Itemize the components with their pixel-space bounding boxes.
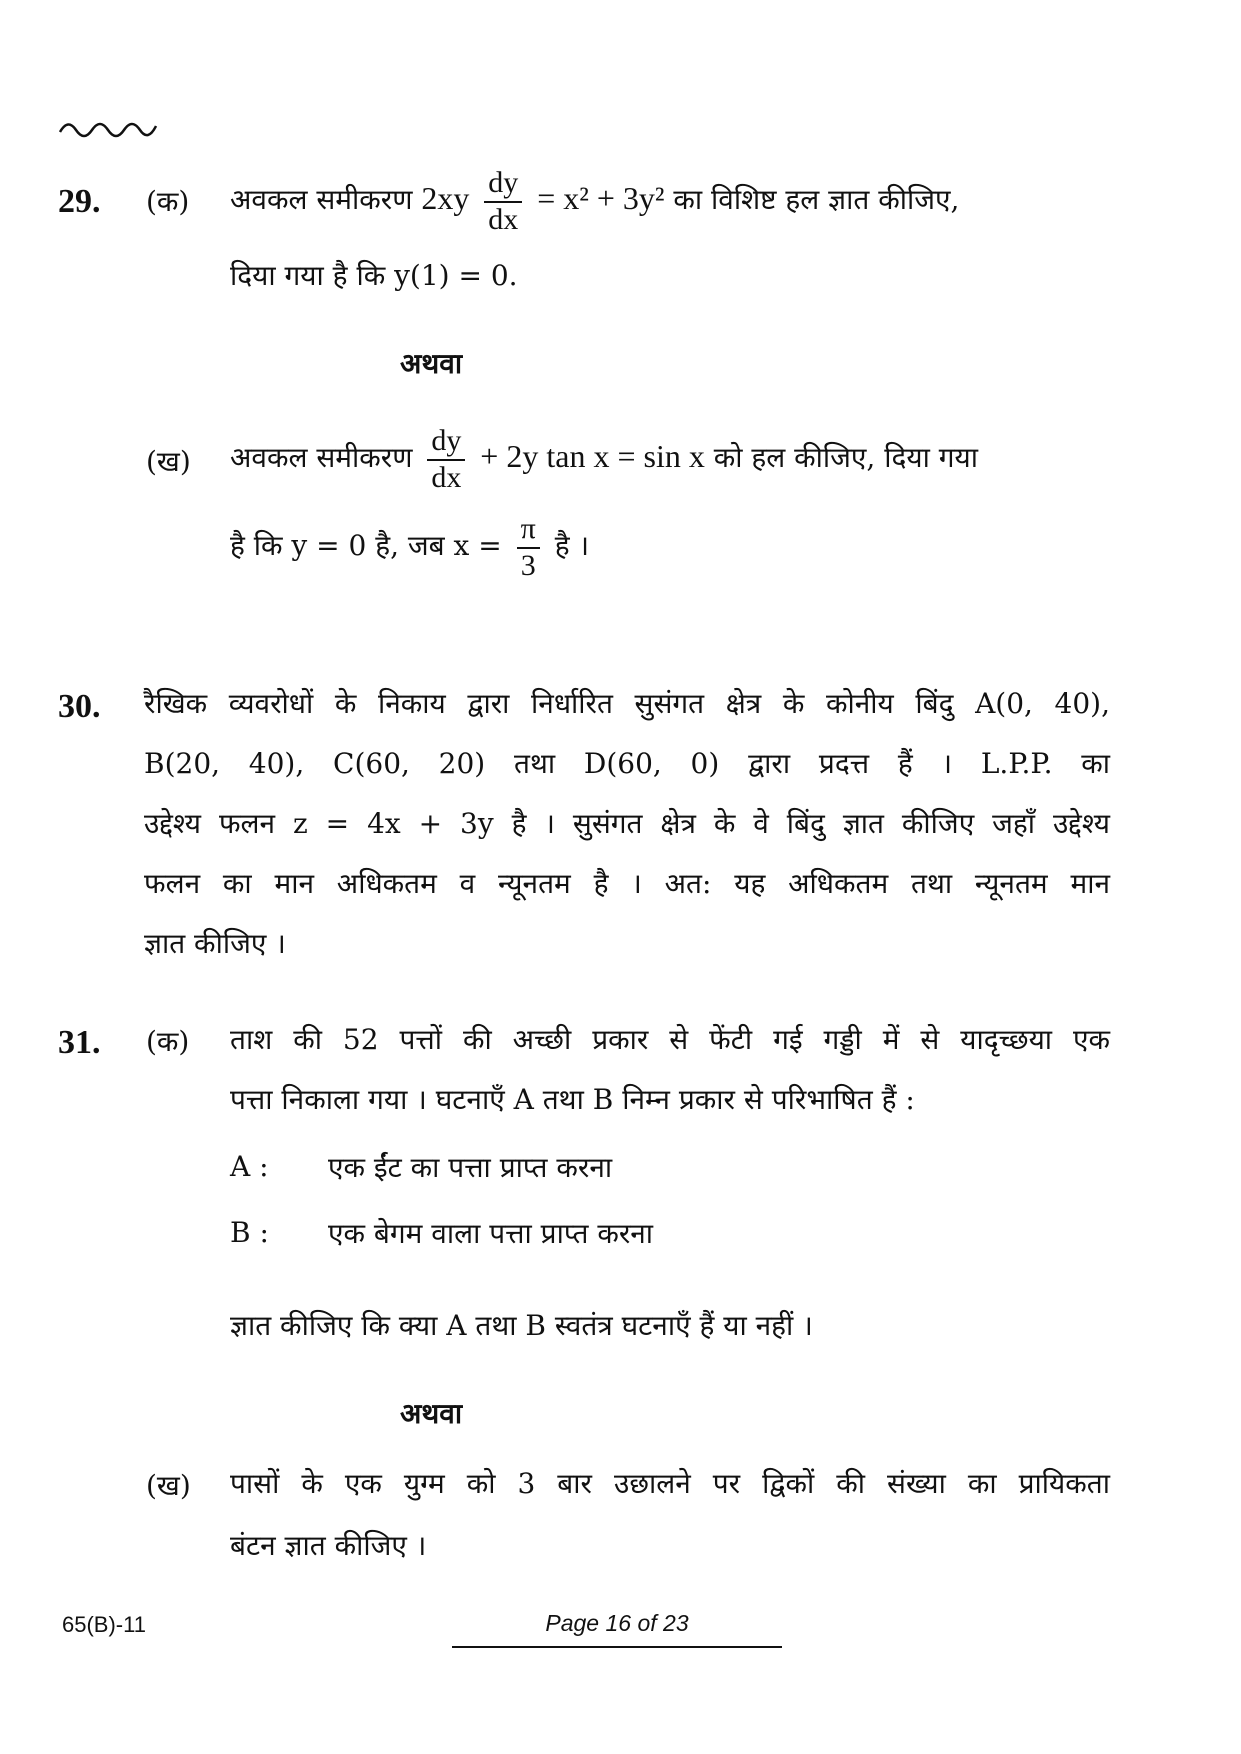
q29b-text-before: अवकल समीकरण <box>230 441 413 474</box>
q29b-line2 <box>230 512 589 583</box>
fraction-denominator: dx <box>431 460 462 494</box>
footer-divider <box>452 1646 782 1648</box>
q29a-text-after: का विशिष्ट हल ज्ञात कीजिए, <box>673 183 960 216</box>
paper-code: 65(B)-11 <box>62 1612 146 1637</box>
q29b-line1 <box>230 424 978 495</box>
q29b-expr-rest: + 2y tan x = sin x <box>480 438 705 474</box>
question-number: 30. <box>58 688 101 725</box>
q29a-line1 <box>230 166 959 237</box>
q29a-text-before: अवकल समीकरण <box>230 183 413 216</box>
fraction-numerator: π <box>517 512 540 549</box>
q31b-line2: बंटन ज्ञात कीजिए । <box>230 1529 427 1562</box>
or-label: अथवा <box>400 1397 463 1430</box>
q29b-text-after: को हल कीजिए, दिया गया <box>713 441 978 474</box>
q29b-fraction <box>427 424 465 495</box>
or-label: अथवा <box>400 347 463 380</box>
q29a-line2: दिया गया है कि y(1) = 0. <box>230 259 518 292</box>
q31a-line1: ताश की 52 पत्तों की अच्छी प्रकार से फेंटी गई गड्डी में से यादृच्छया एक <box>230 1023 1110 1056</box>
q30-line: फलन का मान अधिकतम व न्यूनतम है । अत: यह अधिकतम तथा न्यूनतम मान <box>144 867 1110 900</box>
q30-line: उद्देश्य फलन z = 4x + 3y है । सुसंगत क्षेत्र के वे बिंदु ज्ञात कीजिए जहाँ उद्देश्य <box>144 807 1110 840</box>
question-number: 31. <box>58 1024 101 1061</box>
q29a-expr-lhs: 2xy <box>421 180 470 216</box>
q29b-line2-after: है । <box>554 529 590 562</box>
q30-line: रैखिक व्यवरोधों के निकाय द्वारा निर्धारित सुसंगत क्षेत्र के कोनीय बिंदु A(0, 40), <box>144 687 1110 720</box>
fraction-numerator: dy <box>484 166 522 203</box>
pi-over-3-fraction <box>517 512 540 583</box>
event-b-label: B : <box>230 1216 269 1249</box>
fraction-numerator: dy <box>427 424 465 461</box>
q31a-question: ज्ञात कीजिए कि क्या A तथा B स्वतंत्र घटनाएँ हैं या नहीं । <box>230 1309 813 1342</box>
event-a-label: A : <box>230 1150 269 1183</box>
subpart-label: (ख) <box>146 445 191 478</box>
page-number: Page 16 of 23 <box>545 1610 689 1636</box>
subpart-label: (ख) <box>146 1469 191 1502</box>
event-b-text: एक बेगम वाला पत्ता प्राप्त करना <box>328 1217 654 1250</box>
q30-line: B(20, 40), C(60, 20) तथा D(60, 0) द्वारा प्रदत्त हैं । L.P.P. का <box>144 747 1110 780</box>
q31a-line2: पत्ता निकाला गया । घटनाएँ A तथा B निम्न प्रकार से परिभाषित हैं : <box>230 1083 915 1116</box>
q30-line: ज्ञात कीजिए । <box>144 927 286 960</box>
q29a-fraction <box>484 166 522 237</box>
subpart-label: (क) <box>146 185 190 218</box>
fraction-denominator: dx <box>488 202 519 236</box>
q29a-expr-rhs: = x² + 3y² <box>537 180 665 216</box>
question-number: 29. <box>58 183 101 220</box>
q29b-line2-before: है कि y = 0 है, जब x = <box>230 529 502 562</box>
fraction-denominator: 3 <box>520 548 536 582</box>
subpart-label: (क) <box>146 1025 190 1058</box>
wave-ornament-icon <box>58 116 160 142</box>
q31b-line1: पासों के एक युग्म को 3 बार उछालने पर द्विकों की संख्या का प्रायिकता <box>230 1467 1110 1500</box>
event-a-text: एक ईंट का पत्ता प्राप्त करना <box>328 1151 613 1184</box>
